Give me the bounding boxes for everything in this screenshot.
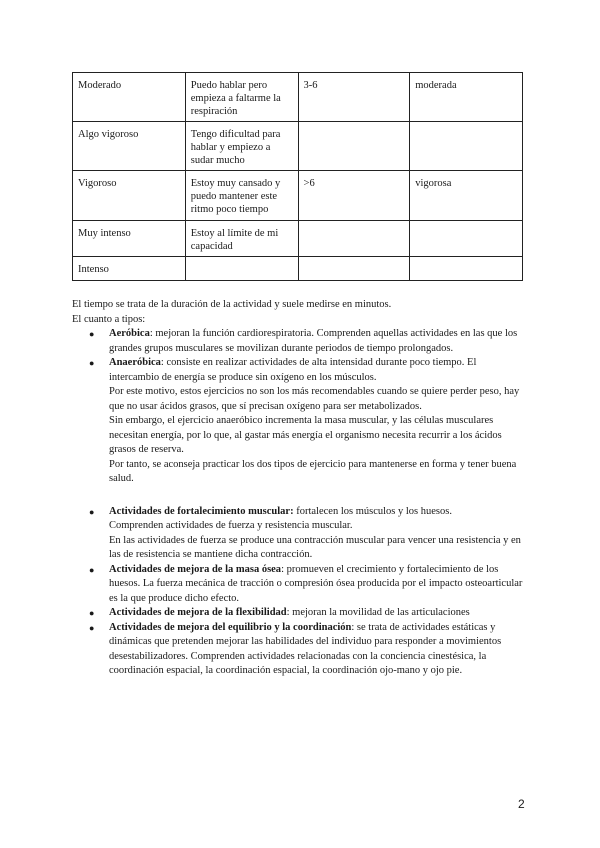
term-anaerobica: Anaeróbica (109, 357, 161, 368)
table-cell: Tengo dificultad para hablar y empiezo a sudar mucho (185, 122, 298, 171)
page-number: 2 (518, 797, 525, 811)
paragraph-types-intro: El cuanto a tipos: (72, 313, 146, 325)
bullet-icon: ● (89, 506, 95, 517)
table-cell: Algo vigoroso (73, 122, 186, 171)
paragraph-fortalecimiento-3: En las actividades de fuerza se produce una contracción muscular para vencer una resistencia y en las de resistencia se mantiene dicha contracción. (109, 534, 521, 560)
term-fortalecimiento: Actividades de fortalecimiento muscular: (109, 505, 294, 517)
term-equilibrio: Actividades de mejora del equilibrio y la coordinación (109, 621, 352, 633)
text-aerobica: : mejoran la función cardiorespiratoria. Comprenden aquellas actividades en las que los grandes grupos musculares se movilizan durante periodos de tiempo prolongados. (109, 328, 518, 354)
bullet-icon: ● (89, 329, 95, 339)
table-cell: >6 (298, 171, 410, 221)
bullet-icon: ● (89, 564, 95, 575)
spacer (72, 487, 528, 505)
text-equilibrio: : se trata de actividades estáticas y dinámicas que pretenden mejorar las habilidades del individuo para responder a movimientos desestabilizadores. Comprenden actividades relacionadas con la conciencia cinestésica, la coordinación espacial, la coordinación espacial, la coordinación ojo-mano y ojo pie. (109, 621, 502, 676)
list-item-aerobica (72, 327, 528, 356)
table-row (73, 221, 523, 257)
list-item-flexibilidad (72, 606, 528, 621)
table-cell: Muy intenso (73, 221, 186, 257)
list-item-equilibrio (72, 621, 528, 679)
intensity-table (72, 72, 523, 281)
table-cell: Estoy muy cansado y puedo mantener este ritmo poco tiempo (185, 171, 298, 221)
activities-list (72, 505, 528, 679)
paragraph-anaerobica-4: Por tanto, se aconseja practicar los dos tipos de ejercicio para mantenerse en forma y tener buena salud. (109, 458, 517, 484)
term-masa-osea: Actividades de mejora de la masa ósea (109, 563, 282, 575)
table-cell: Moderado (73, 73, 186, 122)
text-fortalecimiento: fortalecen los músculos y los huesos. (293, 505, 452, 517)
table-cell (185, 257, 298, 281)
bullet-icon: ● (89, 358, 95, 368)
table-cell: vigorosa (410, 171, 523, 221)
table-cell (298, 257, 410, 281)
table-row (73, 171, 523, 221)
table-cell: moderada (410, 73, 523, 122)
table-cell: Estoy al límite de mi capacidad (185, 221, 298, 257)
table-row (73, 257, 523, 281)
table-cell (410, 122, 523, 171)
paragraph-fortalecimiento-2: Comprenden actividades de fuerza y resistencia muscular. (109, 520, 353, 531)
list-item-fortalecimiento (72, 505, 528, 563)
table-cell (298, 221, 410, 257)
table-cell: Intenso (73, 257, 186, 281)
term-flexibilidad: Actividades de mejora de la flexibilidad (109, 607, 287, 618)
table-row (73, 73, 523, 122)
table-cell: 3-6 (298, 73, 410, 122)
text-anaerobica: : consiste en realizar actividades de alta intensidad durante poco tiempo. El intercambio de energía se produce sin oxígeno en los músculos. (109, 357, 477, 383)
paragraph-duration: El tiempo se trata de la duración de la actividad y suele medirse en minutos. (72, 299, 392, 310)
paragraph-anaerobica-2: Por este motivo, estos ejercicios no son los más recomendables cuando se quiere perder peso, hay que no usar ácidos grasos, que sí precisan oxígeno para ser metabolizados. (109, 386, 520, 412)
bullet-icon: ● (89, 608, 95, 618)
table-cell: Puedo hablar pero empieza a faltarme la respiración (185, 73, 298, 122)
types-list (72, 327, 528, 487)
table-cell (410, 257, 523, 281)
table-cell: Vigoroso (73, 171, 186, 221)
paragraph-anaerobica-3: Sin embargo, el ejercicio anaeróbico incrementa la masa muscular, y las células musculares necesitan energía, por lo que, al gastar más energía el organismo necesita recurrir a los ácidos grasos de reserva. (109, 415, 502, 455)
table-cell (410, 221, 523, 257)
bullet-icon: ● (89, 622, 95, 633)
list-item-anaerobica (72, 356, 528, 487)
table-cell (298, 122, 410, 171)
term-aerobica: Aeróbica (109, 328, 150, 339)
list-item-masa-osea (72, 563, 528, 607)
table-row (73, 122, 523, 171)
text-masa-osea: : promueven el crecimiento y fortalecimiento de los huesos. La fuerza mecánica de tracción o compresión ósea producida por el impacto osteoarticular es la que produce dicho efecto. (109, 563, 523, 604)
body-text (72, 298, 528, 679)
text-flexibilidad: : mejoran la movilidad de las articulaciones (286, 607, 470, 618)
